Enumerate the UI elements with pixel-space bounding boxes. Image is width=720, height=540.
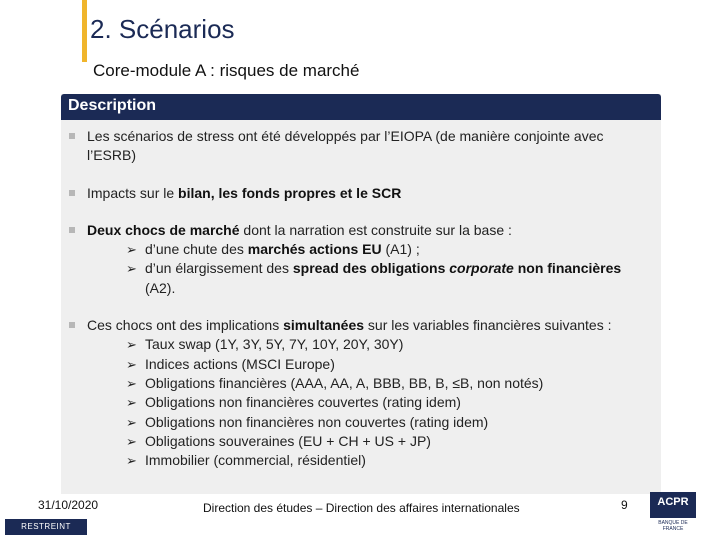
page-number: 9: [621, 498, 628, 512]
panel-heading: Description: [68, 97, 157, 114]
sub-item-bold: marchés actions EU: [247, 241, 382, 258]
bullet-list: [68, 127, 653, 488]
logo-subtext: BANQUE DE FRANCE: [658, 520, 688, 532]
sub-item: [87, 451, 653, 470]
sub-item: [87, 259, 653, 298]
sub-item: [87, 355, 653, 374]
arrow-bullet-icon: ➢: [126, 414, 137, 430]
page-title: 2. Scénarios: [90, 14, 235, 44]
bullet-bold-text: simultanées: [283, 317, 365, 334]
sub-item-text: d’une chute des: [145, 241, 248, 258]
sub-item: [87, 335, 653, 354]
arrow-bullet-icon: ➢: [126, 433, 137, 449]
bullet-bold-text: bilan, les fonds propres et le SCR: [178, 184, 402, 201]
sub-item-text: Obligations financières (AAA, AA, A, BBB, BB, B, ≤B, non notés): [145, 374, 544, 391]
logo-text: ACPR: [657, 496, 689, 508]
sub-item: [87, 240, 653, 259]
arrow-bullet-icon: ➢: [126, 356, 137, 372]
bullet-text: Impacts sur le: [87, 184, 179, 201]
sub-item-text: Obligations non financières non couvertes (rating idem): [145, 413, 489, 430]
square-bullet-icon: [69, 322, 75, 328]
square-bullet-icon: [69, 190, 75, 196]
sub-item-text: d’un élargissement des: [145, 260, 293, 277]
description-panel-header: [61, 94, 661, 120]
sub-item-text: Indices actions (MSCI Europe): [145, 355, 335, 372]
sub-item-suffix: (A2).: [145, 279, 176, 296]
arrow-bullet-icon: ➢: [126, 261, 137, 277]
arrow-bullet-icon: ➢: [126, 375, 137, 391]
page-subtitle: Core-module A : risques de marché: [93, 61, 360, 80]
sub-item-text: Obligations souveraines (EU + CH + US + JP): [145, 432, 431, 449]
sub-item-text: Taux swap (1Y, 3Y, 5Y, 7Y, 10Y, 20Y, 30Y): [145, 336, 404, 353]
arrow-bullet-icon: ➢: [126, 395, 137, 411]
title-accent-bar: [82, 0, 87, 62]
bullet-text: Les scénarios de stress ont été développés par l’EIOPA (de manière conjointe avec l’ESRB): [87, 128, 604, 164]
sub-item-bold: spread des obligations: [292, 260, 450, 277]
classification-badge: RESTREINT: [5, 519, 87, 535]
acpr-logo: [650, 492, 696, 538]
sub-item: [87, 374, 653, 393]
footer-department: Direction des études – Direction des affaires internationales: [203, 501, 520, 515]
sub-item-text: Obligations non financières couvertes (rating idem): [145, 394, 461, 411]
bullet-item: [68, 127, 653, 166]
sub-item-italic: corporate: [449, 260, 514, 277]
sub-item: [87, 432, 653, 451]
sub-item-suffix: (A1) ;: [381, 241, 420, 258]
bullet-text: Ces chocs ont des implications: [87, 317, 284, 334]
footer-date: 31/10/2020: [38, 498, 99, 512]
bullet-text: sur les variables financières suivantes :: [364, 317, 612, 334]
sub-item: [87, 413, 653, 432]
square-bullet-icon: [69, 133, 75, 139]
bullet-bold-text: Deux chocs de marché: [87, 221, 240, 238]
bullet-text: dont la narration est construite sur la base :: [239, 221, 512, 238]
arrow-bullet-icon: ➢: [126, 242, 137, 258]
arrow-bullet-icon: ➢: [126, 337, 137, 353]
bullet-item: [68, 221, 653, 298]
bullet-item: [68, 184, 653, 203]
sub-item-bold: non financières: [513, 260, 622, 277]
sub-item-text: Immobilier (commercial, résidentiel): [145, 452, 366, 469]
square-bullet-icon: [69, 227, 75, 233]
bullet-item: [68, 316, 653, 470]
arrow-bullet-icon: ➢: [126, 453, 137, 469]
sub-item: [87, 393, 653, 412]
